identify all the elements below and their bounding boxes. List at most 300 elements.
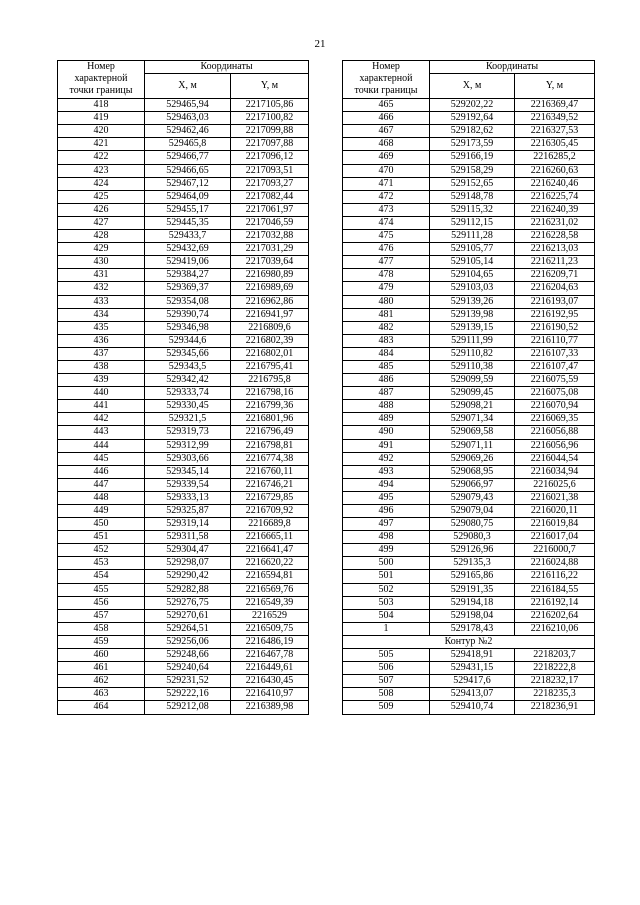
- point-number-cell: 506: [343, 662, 430, 675]
- y-coordinate-cell: 2216260,63: [515, 164, 595, 177]
- x-coordinate-cell: 529231,52: [145, 675, 231, 688]
- y-coordinate-cell: 2218235,3: [515, 688, 595, 701]
- table-row: [343, 478, 595, 491]
- table-row: [343, 203, 595, 216]
- table-row: [343, 125, 595, 138]
- x-coordinate-cell: 529418,91: [430, 649, 515, 662]
- point-number-cell: 508: [343, 688, 430, 701]
- point-number-cell: 418: [58, 99, 145, 112]
- y-coordinate-cell: 2216193,07: [515, 295, 595, 308]
- point-number-cell: 501: [343, 570, 430, 583]
- table-row: [58, 675, 309, 688]
- x-coordinate-cell: 529166,19: [430, 151, 515, 164]
- point-number-cell: 494: [343, 478, 430, 491]
- table-row: [343, 295, 595, 308]
- x-coordinate-cell: 529110,82: [430, 347, 515, 360]
- y-coordinate-cell: 2216075,59: [515, 374, 595, 387]
- point-number-cell: 477: [343, 256, 430, 269]
- point-number-header: [343, 61, 430, 99]
- y-coordinate-cell: 2217097,88: [231, 138, 309, 151]
- point-number-cell: 451: [58, 531, 145, 544]
- point-number-cell: 442: [58, 413, 145, 426]
- x-coordinate-cell: 529319,14: [145, 518, 231, 531]
- y-coordinate-cell: 2217039,64: [231, 256, 309, 269]
- x-coordinate-cell: 529346,98: [145, 321, 231, 334]
- contour-row: [343, 635, 595, 648]
- x-coordinate-cell: 529191,35: [430, 583, 515, 596]
- x-coordinate-cell: 529344,6: [145, 334, 231, 347]
- point-number-cell: 468: [343, 138, 430, 151]
- y-coordinate-cell: 2216107,33: [515, 347, 595, 360]
- point-number-header-line: точки границы: [354, 85, 418, 97]
- x-coordinate-cell: 529330,45: [145, 400, 231, 413]
- x-coordinate-cell: 529104,65: [430, 269, 515, 282]
- point-number-cell: 426: [58, 203, 145, 216]
- point-number-cell: 495: [343, 491, 430, 504]
- y-coordinate-cell: 2216774,38: [231, 452, 309, 465]
- y-coordinate-cell: 2216389,98: [231, 701, 309, 714]
- table-row: [58, 622, 309, 635]
- table-row: [58, 269, 309, 282]
- point-number-cell: 500: [343, 557, 430, 570]
- point-number-cell: 429: [58, 243, 145, 256]
- point-number-cell: 474: [343, 216, 430, 229]
- y-coordinate-cell: 2217061,97: [231, 203, 309, 216]
- y-coordinate-cell: 2217082,44: [231, 190, 309, 203]
- x-header: X, м: [145, 74, 231, 99]
- point-number-header-line: Номер: [87, 61, 115, 72]
- point-number-cell: 431: [58, 269, 145, 282]
- table-row: [58, 518, 309, 531]
- y-coordinate-cell: 2216594,81: [231, 570, 309, 583]
- y-coordinate-cell: 2216569,76: [231, 583, 309, 596]
- point-number-cell: 478: [343, 269, 430, 282]
- table-row: [343, 609, 595, 622]
- table-row: [58, 295, 309, 308]
- y-coordinate-cell: 2216019,84: [515, 518, 595, 531]
- point-number-cell: 424: [58, 177, 145, 190]
- y-coordinate-cell: 2217093,27: [231, 177, 309, 190]
- y-coordinate-cell: 2218203,7: [515, 649, 595, 662]
- x-coordinate-cell: 529173,59: [430, 138, 515, 151]
- y-coordinate-cell: 2216285,2: [515, 151, 595, 164]
- left-table-body: [58, 99, 309, 714]
- x-coordinate-cell: 529079,04: [430, 505, 515, 518]
- y-coordinate-cell: 2216228,58: [515, 230, 595, 243]
- point-number-cell: 433: [58, 295, 145, 308]
- point-number-cell: 488: [343, 400, 430, 413]
- y-coordinate-cell: 2216184,55: [515, 583, 595, 596]
- y-coordinate-cell: 2218236,91: [515, 701, 595, 714]
- y-coordinate-cell: 2216056,96: [515, 439, 595, 452]
- point-number-cell: 479: [343, 282, 430, 295]
- coordinates-table-left: [57, 60, 309, 715]
- y-coordinate-cell: 2216210,06: [515, 622, 595, 635]
- point-number-cell: 504: [343, 609, 430, 622]
- point-number-cell: 467: [343, 125, 430, 138]
- table-row: [58, 282, 309, 295]
- table-row: [343, 452, 595, 465]
- table-row: [58, 216, 309, 229]
- y-coordinate-cell: 2216798,81: [231, 439, 309, 452]
- table-row: [343, 570, 595, 583]
- y-coordinate-cell: 2216349,52: [515, 112, 595, 125]
- point-number-cell: 483: [343, 334, 430, 347]
- x-coordinate-cell: 529467,12: [145, 177, 231, 190]
- point-number-cell: 458: [58, 622, 145, 635]
- x-coordinate-cell: 529148,78: [430, 190, 515, 203]
- table-row: [343, 230, 595, 243]
- x-coordinate-cell: 529276,75: [145, 596, 231, 609]
- x-coordinate-cell: 529298,07: [145, 557, 231, 570]
- point-number-header-line: характерной: [359, 73, 413, 85]
- table-row: [58, 557, 309, 570]
- table-row: [58, 177, 309, 190]
- table-row: [343, 216, 595, 229]
- x-coordinate-cell: 529354,08: [145, 295, 231, 308]
- x-coordinate-cell: 529455,17: [145, 203, 231, 216]
- x-coordinate-cell: 529248,66: [145, 649, 231, 662]
- table-row: [343, 583, 595, 596]
- point-number-cell: 481: [343, 308, 430, 321]
- table-row: [58, 439, 309, 452]
- x-coordinate-cell: 529419,06: [145, 256, 231, 269]
- point-number-cell: 435: [58, 321, 145, 334]
- table-row: [343, 334, 595, 347]
- y-coordinate-cell: 2216069,35: [515, 413, 595, 426]
- point-number-cell: 489: [343, 413, 430, 426]
- table-row: [343, 138, 595, 151]
- right-table-body: [343, 99, 595, 636]
- point-number-cell: 448: [58, 491, 145, 504]
- point-number-cell: 1: [343, 622, 430, 635]
- point-number-cell: 422: [58, 151, 145, 164]
- y-coordinate-cell: 2216213,03: [515, 243, 595, 256]
- x-coordinate-cell: 529194,18: [430, 596, 515, 609]
- table-row: [58, 452, 309, 465]
- x-coordinate-cell: 529466,65: [145, 164, 231, 177]
- y-coordinate-cell: 2218222,8: [515, 662, 595, 675]
- table-row: [58, 531, 309, 544]
- point-number-cell: 427: [58, 216, 145, 229]
- point-number-cell: 438: [58, 360, 145, 373]
- x-coordinate-cell: 529139,26: [430, 295, 515, 308]
- coordinates-header: Координаты: [430, 61, 595, 74]
- y-coordinate-cell: 2216729,85: [231, 491, 309, 504]
- point-number-cell: 485: [343, 360, 430, 373]
- point-number-cell: 439: [58, 374, 145, 387]
- point-number-cell: 502: [343, 583, 430, 596]
- point-number-cell: 454: [58, 570, 145, 583]
- x-coordinate-cell: 529345,66: [145, 347, 231, 360]
- table-row: [343, 282, 595, 295]
- point-number-cell: 420: [58, 125, 145, 138]
- y-coordinate-cell: 2216021,38: [515, 491, 595, 504]
- table-row: [58, 203, 309, 216]
- table-row: [58, 688, 309, 701]
- table-row: [58, 308, 309, 321]
- point-number-cell: 490: [343, 426, 430, 439]
- point-number-cell: 465: [343, 99, 430, 112]
- x-coordinate-cell: 529445,35: [145, 216, 231, 229]
- point-number-cell: 469: [343, 151, 430, 164]
- y-coordinate-cell: 2216796,49: [231, 426, 309, 439]
- x-coordinate-cell: 529339,54: [145, 478, 231, 491]
- point-number-header-line: Номер: [372, 61, 400, 72]
- table-row: [343, 662, 595, 675]
- y-coordinate-cell: 2216110,77: [515, 334, 595, 347]
- x-coordinate-cell: 529079,43: [430, 491, 515, 504]
- y-coordinate-cell: 2216327,53: [515, 125, 595, 138]
- y-coordinate-cell: 2216529: [231, 609, 309, 622]
- table-row: [343, 518, 595, 531]
- x-coordinate-cell: 529465,8: [145, 138, 231, 151]
- table-row: [343, 426, 595, 439]
- coordinates-header: Координаты: [145, 61, 309, 74]
- y-coordinate-cell: 2216549,39: [231, 596, 309, 609]
- point-number-cell: 455: [58, 583, 145, 596]
- contour-label: Контур №2: [343, 635, 595, 648]
- x-coordinate-cell: 529465,94: [145, 99, 231, 112]
- point-number-cell: 437: [58, 347, 145, 360]
- y-coordinate-cell: 2216809,6: [231, 321, 309, 334]
- x-coordinate-cell: 529080,75: [430, 518, 515, 531]
- y-coordinate-cell: 2216709,92: [231, 505, 309, 518]
- point-number-cell: 499: [343, 544, 430, 557]
- y-coordinate-cell: 2216746,21: [231, 478, 309, 491]
- y-coordinate-cell: 2216025,6: [515, 478, 595, 491]
- x-coordinate-cell: 529463,03: [145, 112, 231, 125]
- y-coordinate-cell: 2216449,61: [231, 662, 309, 675]
- table-row: [58, 596, 309, 609]
- table-row: [58, 583, 309, 596]
- point-number-header-line: характерной: [74, 73, 128, 85]
- table-row: [58, 400, 309, 413]
- point-number-cell: 434: [58, 308, 145, 321]
- x-coordinate-cell: 529099,59: [430, 374, 515, 387]
- x-coordinate-cell: 529069,26: [430, 452, 515, 465]
- point-number-cell: 505: [343, 649, 430, 662]
- point-number-cell: 509: [343, 701, 430, 714]
- x-coordinate-cell: 529432,69: [145, 243, 231, 256]
- x-coordinate-cell: 529319,73: [145, 426, 231, 439]
- x-coordinate-cell: 529105,14: [430, 256, 515, 269]
- table-row: [58, 243, 309, 256]
- table-row: [343, 269, 595, 282]
- y-coordinate-cell: 2216689,8: [231, 518, 309, 531]
- point-number-cell: 470: [343, 164, 430, 177]
- y-header: Y, м: [515, 74, 595, 99]
- y-coordinate-cell: 2216204,63: [515, 282, 595, 295]
- point-number-cell: 447: [58, 478, 145, 491]
- table-row: [343, 596, 595, 609]
- y-coordinate-cell: 2216192,95: [515, 308, 595, 321]
- table-row: [58, 544, 309, 557]
- table-row: [58, 413, 309, 426]
- point-number-cell: 456: [58, 596, 145, 609]
- table-row: [58, 478, 309, 491]
- x-coordinate-cell: 529240,64: [145, 662, 231, 675]
- x-coordinate-cell: 529303,66: [145, 452, 231, 465]
- x-coordinate-cell: 529390,74: [145, 308, 231, 321]
- x-coordinate-cell: 529110,38: [430, 360, 515, 373]
- x-header: X, м: [430, 74, 515, 99]
- y-coordinate-cell: 2216070,94: [515, 400, 595, 413]
- point-number-cell: 487: [343, 387, 430, 400]
- point-number-cell: 419: [58, 112, 145, 125]
- point-number-cell: 480: [343, 295, 430, 308]
- table-row: [58, 138, 309, 151]
- x-coordinate-cell: 529103,03: [430, 282, 515, 295]
- y-coordinate-cell: 2216430,45: [231, 675, 309, 688]
- point-number-cell: 493: [343, 465, 430, 478]
- point-number-cell: 436: [58, 334, 145, 347]
- table-row: [343, 374, 595, 387]
- x-coordinate-cell: 529111,28: [430, 230, 515, 243]
- table-row: [58, 387, 309, 400]
- point-number-cell: 425: [58, 190, 145, 203]
- y-coordinate-cell: 2216795,8: [231, 374, 309, 387]
- table-row: [58, 99, 309, 112]
- table-row: [343, 505, 595, 518]
- y-coordinate-cell: 2217100,82: [231, 112, 309, 125]
- x-coordinate-cell: 529152,65: [430, 177, 515, 190]
- table-row: [58, 321, 309, 334]
- page-number: 21: [314, 38, 326, 50]
- point-number-cell: 466: [343, 112, 430, 125]
- y-coordinate-cell: 2216509,75: [231, 622, 309, 635]
- x-coordinate-cell: 529345,14: [145, 465, 231, 478]
- point-number-cell: 441: [58, 400, 145, 413]
- y-coordinate-cell: 2216989,69: [231, 282, 309, 295]
- table-row: [58, 465, 309, 478]
- y-coordinate-cell: 2216020,11: [515, 505, 595, 518]
- table-row: [58, 662, 309, 675]
- point-number-cell: 444: [58, 439, 145, 452]
- table-row: [343, 177, 595, 190]
- point-number-cell: 491: [343, 439, 430, 452]
- x-coordinate-cell: 529282,88: [145, 583, 231, 596]
- x-coordinate-cell: 529202,22: [430, 99, 515, 112]
- x-coordinate-cell: 529126,96: [430, 544, 515, 557]
- y-coordinate-cell: 2216000,7: [515, 544, 595, 557]
- y-coordinate-cell: 2216802,39: [231, 334, 309, 347]
- x-coordinate-cell: 529256,06: [145, 635, 231, 648]
- x-coordinate-cell: 529068,95: [430, 465, 515, 478]
- x-coordinate-cell: 529433,7: [145, 230, 231, 243]
- table-row: [58, 334, 309, 347]
- x-coordinate-cell: 529178,43: [430, 622, 515, 635]
- contour-section: [343, 635, 595, 648]
- point-number-cell: 486: [343, 374, 430, 387]
- table-row: [343, 243, 595, 256]
- point-number-cell: 440: [58, 387, 145, 400]
- table-row: [343, 688, 595, 701]
- table-row: [343, 439, 595, 452]
- y-coordinate-cell: 2216486,19: [231, 635, 309, 648]
- x-coordinate-cell: 529413,07: [430, 688, 515, 701]
- table-row: [58, 491, 309, 504]
- table-row: [343, 164, 595, 177]
- x-coordinate-cell: 529369,37: [145, 282, 231, 295]
- y-coordinate-cell: 2216211,23: [515, 256, 595, 269]
- table-row: [58, 190, 309, 203]
- table-row: [343, 151, 595, 164]
- x-coordinate-cell: 529417,6: [430, 675, 515, 688]
- y-coordinate-cell: 2216802,01: [231, 347, 309, 360]
- y-coordinate-cell: 2216665,11: [231, 531, 309, 544]
- table-row: [58, 347, 309, 360]
- x-coordinate-cell: 529410,74: [430, 701, 515, 714]
- x-coordinate-cell: 529312,99: [145, 439, 231, 452]
- y-coordinate-cell: 2216410,97: [231, 688, 309, 701]
- table-row: [343, 701, 595, 714]
- x-coordinate-cell: 529321,5: [145, 413, 231, 426]
- y-coordinate-cell: 2216801,96: [231, 413, 309, 426]
- x-coordinate-cell: 529098,21: [430, 400, 515, 413]
- table-row: [343, 190, 595, 203]
- table-row: [58, 609, 309, 622]
- point-number-cell: 473: [343, 203, 430, 216]
- point-number-cell: 443: [58, 426, 145, 439]
- point-number-cell: 507: [343, 675, 430, 688]
- y-coordinate-cell: 2218232,17: [515, 675, 595, 688]
- table-row: [58, 112, 309, 125]
- x-coordinate-cell: 529325,87: [145, 505, 231, 518]
- y-coordinate-cell: 2216107,47: [515, 360, 595, 373]
- x-coordinate-cell: 529198,04: [430, 609, 515, 622]
- x-coordinate-cell: 529466,77: [145, 151, 231, 164]
- y-coordinate-cell: 2216209,71: [515, 269, 595, 282]
- x-coordinate-cell: 529139,15: [430, 321, 515, 334]
- coordinates-table-right: [342, 60, 595, 715]
- point-number-cell: 482: [343, 321, 430, 334]
- x-coordinate-cell: 529304,47: [145, 544, 231, 557]
- x-coordinate-cell: 529384,27: [145, 269, 231, 282]
- y-coordinate-cell: 2216799,36: [231, 400, 309, 413]
- table-row: [343, 360, 595, 373]
- y-coordinate-cell: 2216190,52: [515, 321, 595, 334]
- point-number-cell: 423: [58, 164, 145, 177]
- x-coordinate-cell: 529192,64: [430, 112, 515, 125]
- point-number-cell: 460: [58, 649, 145, 662]
- y-coordinate-cell: 2216240,46: [515, 177, 595, 190]
- table-row: [58, 701, 309, 714]
- table-row: [58, 360, 309, 373]
- table-row: [58, 635, 309, 648]
- table-row: [343, 321, 595, 334]
- x-coordinate-cell: 529071,34: [430, 413, 515, 426]
- table-row: [343, 308, 595, 321]
- table-row: [343, 531, 595, 544]
- x-coordinate-cell: 529165,86: [430, 570, 515, 583]
- y-coordinate-cell: 2216798,16: [231, 387, 309, 400]
- x-coordinate-cell: 529069,58: [430, 426, 515, 439]
- table-row: [343, 675, 595, 688]
- table-row: [343, 413, 595, 426]
- point-number-cell: 459: [58, 635, 145, 648]
- y-coordinate-cell: 2216034,94: [515, 465, 595, 478]
- y-coordinate-cell: 2217099,88: [231, 125, 309, 138]
- table-row: [343, 387, 595, 400]
- x-coordinate-cell: 529112,15: [430, 216, 515, 229]
- point-number-cell: 463: [58, 688, 145, 701]
- x-coordinate-cell: 529270,61: [145, 609, 231, 622]
- x-coordinate-cell: 529071,11: [430, 439, 515, 452]
- y-coordinate-cell: 2216231,02: [515, 216, 595, 229]
- y-coordinate-cell: 2216116,22: [515, 570, 595, 583]
- x-coordinate-cell: 529139,98: [430, 308, 515, 321]
